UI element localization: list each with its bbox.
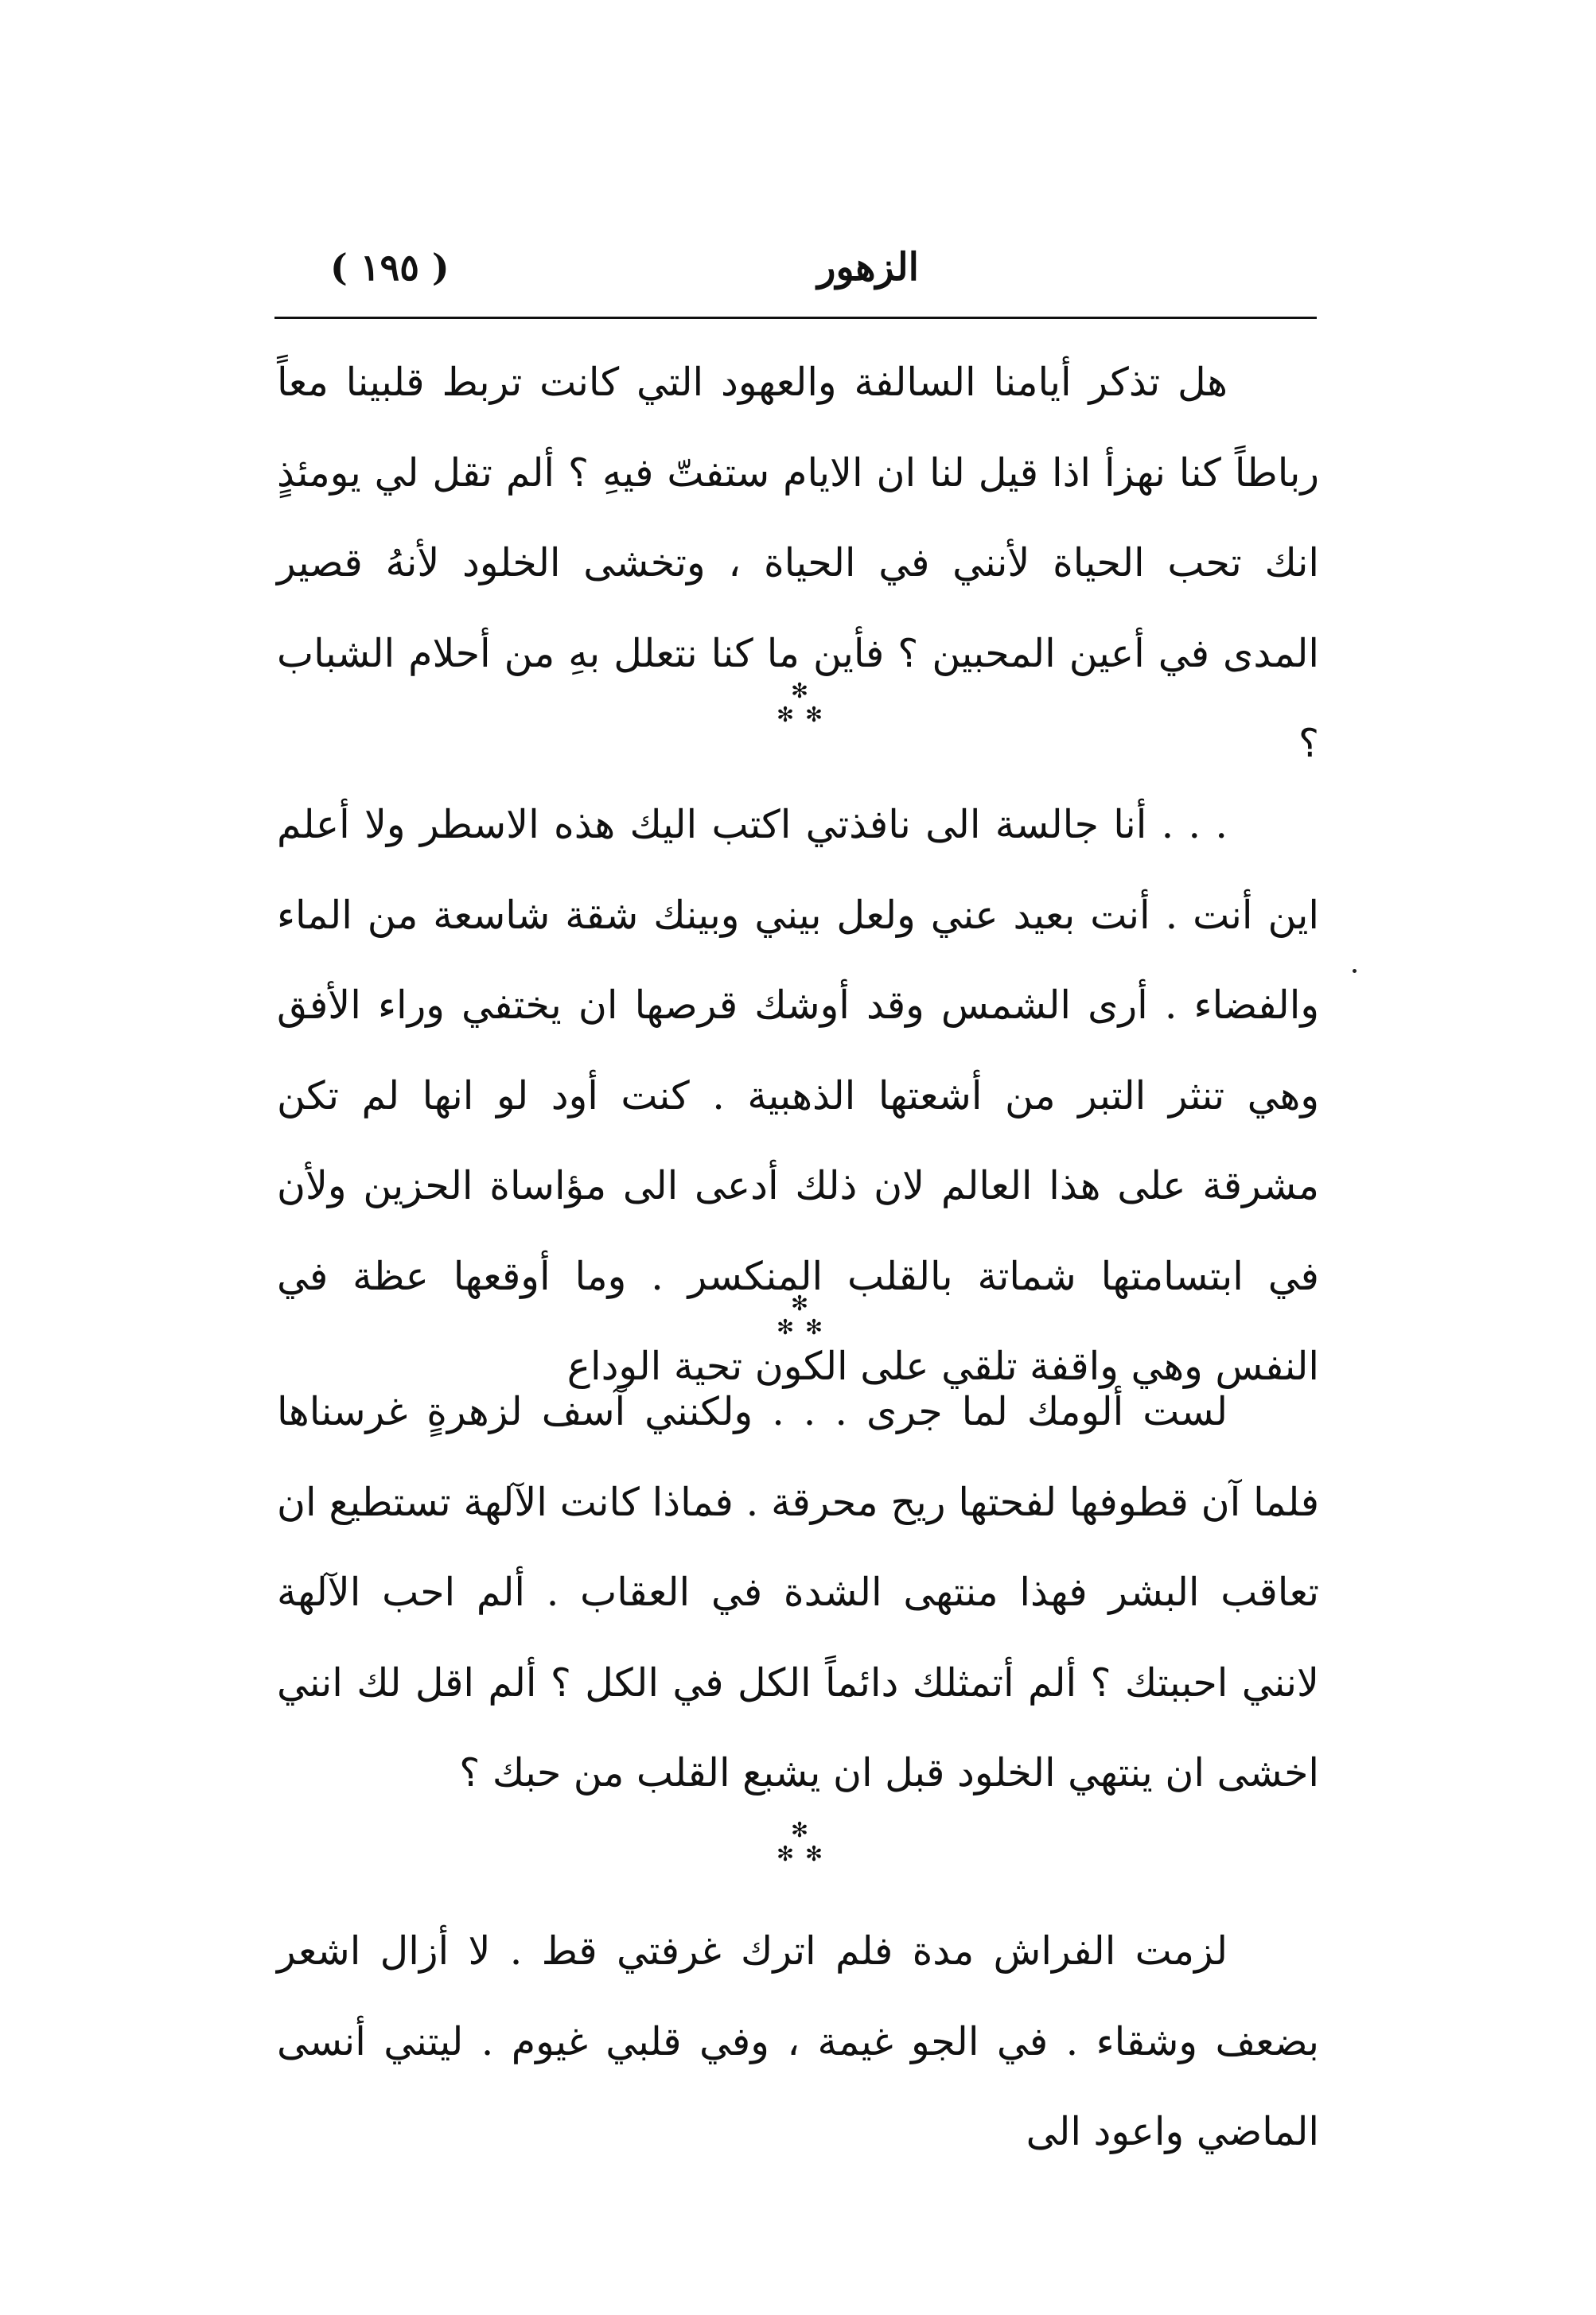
star-ornament-icon: ✻: [791, 1819, 808, 1842]
star-ornament-icon: ✻: [791, 1292, 808, 1316]
header-rule: [274, 317, 1317, 319]
asterism-divider: [764, 1820, 835, 1876]
star-ornament-icon: ✻: [777, 1316, 794, 1340]
running-title: الزهور: [817, 245, 919, 290]
paragraph-text: لزمت الفراش مدة فلم اترك غرفتي قط . لا أزال اشعر بضعف وشقاء . في الجو غيمة ، وفي قلبي غيوم . ليتني أنسى الماضي واعود الى: [277, 1928, 1319, 2154]
asterism-divider: [764, 1294, 835, 1349]
star-ornament-icon: ✻: [791, 679, 808, 703]
star-ornament-icon: ✻: [777, 703, 794, 727]
paragraph-3: [277, 1367, 1319, 1819]
paragraph-text: هل تذكر أيامنا السالفة والعهود التي كانت تربط قلبينا معاً رباطاً كنا نهزأ اذا قيل لنا ان الايام ستفتّ فيهِ ؟ ألم تقل لي يومئذٍ انك تحب الحياة لأنني في الحياة ، وتخشى الخلود لأنهُ قصير المدى في أعين المحبين ؟ فأين ما كنا نتعلل بهِ من أحلام الشباب ؟: [277, 360, 1319, 766]
star-ornament-icon: ✻: [777, 1842, 794, 1866]
scan-speck: [1353, 969, 1357, 973]
asterism-divider: [764, 681, 835, 737]
star-ornament-icon: ✻: [805, 1316, 823, 1340]
star-ornament-icon: ✻: [805, 703, 823, 727]
paragraph-text: لست ألومك لما جرى . . . ولكنني آسف لزهرةٍ غرسناها فلما آن قطوفها لفحتها ريح محرقة . فماذا كانت الآلهة تستطيع ان تعاقب البشر فهذا منتهى الشدة في العقاب . ألم احب الآلهة لانني احببتك ؟ ألم أتمثلك دائماً الكل في الكل ؟ ألم اقل لك انني اخشى ان ينتهي الخلود قبل ان يشبع القلب من حبك ؟: [277, 1389, 1319, 1796]
page-header: [274, 235, 1317, 315]
paragraph-4: [277, 1906, 1319, 2177]
paragraph-text: . . . أنا جالسة الى نافذتي اكتب اليك هذه الاسطر ولا أعلم اين أنت . أنت بعيد عني ولعل بيني وبينك شقة شاسعة من الماء والفضاء . أرى الشمس وقد أوشك قرصها ان يختفي وراء الأفق وهي تنثر التبر من أشعتها الذهبية . كنت أود لو انها لم تكن مشرقة على هذا العالم لان ذلك أدعى الى مؤاساة الحزين ولأن في ابتسامتها شماتة بالقلب المنكسر . وما أوقعها عظة في النفس وهي واقفة تلقي على الكون تحية الوداع: [277, 802, 1319, 1389]
star-ornament-icon: ✻: [805, 1842, 823, 1866]
page-number: ( ١٩٥ ): [330, 246, 450, 289]
